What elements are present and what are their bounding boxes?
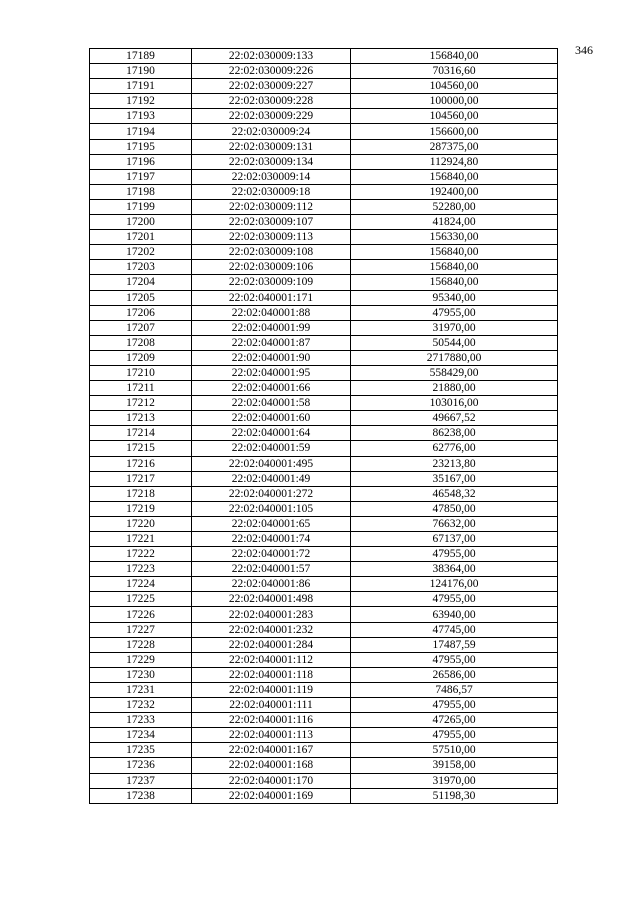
table-row [90,713,558,728]
row-number-cell: 17214 [90,426,192,441]
value-cell: 287375,00 [351,139,558,154]
table-row [90,547,558,562]
cadastral-number-cell: 22:02:030009:131 [192,139,351,154]
cadastral-number-cell: 22:02:030009:109 [192,275,351,290]
row-number-cell: 17207 [90,320,192,335]
row-number-cell: 17220 [90,516,192,531]
value-cell: 156840,00 [351,49,558,64]
table-row [90,441,558,456]
row-number-cell: 17195 [90,139,192,154]
value-cell: 156840,00 [351,275,558,290]
table-row [90,577,558,592]
value-cell: 70316,60 [351,64,558,79]
cadastral-number-cell: 22:02:040001:169 [192,788,351,803]
value-cell: 47955,00 [351,698,558,713]
row-number-cell: 17199 [90,199,192,214]
value-cell: 47955,00 [351,592,558,607]
value-cell: 23213,80 [351,456,558,471]
value-cell: 67137,00 [351,532,558,547]
table-row [90,365,558,380]
cadastral-number-cell: 22:02:040001:498 [192,592,351,607]
row-number-cell: 17204 [90,275,192,290]
row-number-cell: 17189 [90,49,192,64]
table-row [90,637,558,652]
value-cell: 47955,00 [351,652,558,667]
value-cell: 41824,00 [351,215,558,230]
table-row [90,622,558,637]
value-cell: 47850,00 [351,501,558,516]
table-row [90,275,558,290]
table-row [90,592,558,607]
table-row [90,381,558,396]
value-cell: 47745,00 [351,622,558,637]
table-row [90,486,558,501]
row-number-cell: 17236 [90,758,192,773]
page-number: 346 [575,43,593,57]
row-number-cell: 17203 [90,260,192,275]
row-number-cell: 17228 [90,637,192,652]
row-number-cell: 17192 [90,94,192,109]
cadastral-number-cell: 22:02:040001:170 [192,773,351,788]
value-cell: 49667,52 [351,411,558,426]
cadastral-number-cell: 22:02:040001:283 [192,607,351,622]
cadastral-number-cell: 22:02:040001:105 [192,501,351,516]
cadastral-number-cell: 22:02:040001:119 [192,682,351,697]
table-row [90,396,558,411]
row-number-cell: 17223 [90,562,192,577]
cadastral-number-cell: 22:02:040001:95 [192,365,351,380]
row-number-cell: 17225 [90,592,192,607]
table-row [90,320,558,335]
row-number-cell: 17201 [90,230,192,245]
value-cell: 112924,80 [351,154,558,169]
table-row [90,501,558,516]
cadastral-number-cell: 22:02:030009:18 [192,184,351,199]
cadastral-number-cell: 22:02:030009:133 [192,49,351,64]
cadastral-number-cell: 22:02:040001:86 [192,577,351,592]
row-number-cell: 17230 [90,667,192,682]
value-cell: 124176,00 [351,577,558,592]
value-cell: 76632,00 [351,516,558,531]
row-number-cell: 17210 [90,365,192,380]
row-number-cell: 17191 [90,79,192,94]
table-row [90,350,558,365]
value-cell: 63940,00 [351,607,558,622]
row-number-cell: 17224 [90,577,192,592]
cadastral-number-cell: 22:02:030009:228 [192,94,351,109]
row-number-cell: 17235 [90,743,192,758]
cadastral-number-cell: 22:02:040001:167 [192,743,351,758]
value-cell: 100000,00 [351,94,558,109]
value-cell: 31970,00 [351,320,558,335]
table-row [90,169,558,184]
table-row [90,667,558,682]
cadastral-number-cell: 22:02:040001:88 [192,305,351,320]
value-cell: 21880,00 [351,381,558,396]
row-number-cell: 17227 [90,622,192,637]
value-cell: 47955,00 [351,305,558,320]
table-row [90,773,558,788]
table-row [90,335,558,350]
value-cell: 51198,30 [351,788,558,803]
table-row [90,305,558,320]
cadastral-number-cell: 22:02:040001:116 [192,713,351,728]
value-cell: 17487,59 [351,637,558,652]
table-row [90,109,558,124]
row-number-cell: 17194 [90,124,192,139]
cadastral-number-cell: 22:02:040001:66 [192,381,351,396]
row-number-cell: 17198 [90,184,192,199]
table-row [90,411,558,426]
table-row [90,215,558,230]
table-row [90,471,558,486]
value-cell: 103016,00 [351,396,558,411]
value-cell: 26586,00 [351,667,558,682]
cadastral-number-cell: 22:02:040001:112 [192,652,351,667]
cadastral-number-cell: 22:02:040001:118 [192,667,351,682]
value-cell: 38364,00 [351,562,558,577]
table-row [90,532,558,547]
row-number-cell: 17229 [90,652,192,667]
value-cell: 62776,00 [351,441,558,456]
value-cell: 52280,00 [351,199,558,214]
row-number-cell: 17211 [90,381,192,396]
row-number-cell: 17218 [90,486,192,501]
row-number-cell: 17217 [90,471,192,486]
cadastral-number-cell: 22:02:040001:59 [192,441,351,456]
value-cell: 57510,00 [351,743,558,758]
row-number-cell: 17232 [90,698,192,713]
row-number-cell: 17233 [90,713,192,728]
value-cell: 47955,00 [351,728,558,743]
value-cell: 558429,00 [351,365,558,380]
value-cell: 47955,00 [351,547,558,562]
row-number-cell: 17221 [90,532,192,547]
table-row [90,682,558,697]
value-cell: 50544,00 [351,335,558,350]
table-row [90,79,558,94]
value-cell: 156840,00 [351,260,558,275]
table-row [90,758,558,773]
cadastral-number-cell: 22:02:030009:113 [192,230,351,245]
cadastral-number-cell: 22:02:040001:58 [192,396,351,411]
row-number-cell: 17205 [90,290,192,305]
row-number-cell: 17190 [90,64,192,79]
value-cell: 7486,57 [351,682,558,697]
row-number-cell: 17213 [90,411,192,426]
table-row [90,260,558,275]
table-row [90,230,558,245]
table-row [90,94,558,109]
table-row [90,516,558,531]
cadastral-number-cell: 22:02:040001:57 [192,562,351,577]
table-row [90,607,558,622]
table-row [90,562,558,577]
value-cell: 156330,00 [351,230,558,245]
cadastral-number-cell: 22:02:040001:99 [192,320,351,335]
table-row [90,49,558,64]
cadastral-number-cell: 22:02:030009:107 [192,215,351,230]
value-cell: 104560,00 [351,79,558,94]
table-row [90,139,558,154]
table-row [90,728,558,743]
row-number-cell: 17231 [90,682,192,697]
cadastral-number-cell: 22:02:040001:72 [192,547,351,562]
cadastral-number-cell: 22:02:040001:171 [192,290,351,305]
cadastral-number-cell: 22:02:040001:90 [192,350,351,365]
value-cell: 35167,00 [351,471,558,486]
cadastral-number-cell: 22:02:040001:87 [192,335,351,350]
table-row [90,124,558,139]
cadastral-number-cell: 22:02:030009:134 [192,154,351,169]
cadastral-number-cell: 22:02:040001:284 [192,637,351,652]
row-number-cell: 17209 [90,350,192,365]
row-number-cell: 17237 [90,773,192,788]
cadastral-number-cell: 22:02:040001:495 [192,456,351,471]
value-cell: 46548,32 [351,486,558,501]
registry-table-body [90,49,558,804]
table-row [90,426,558,441]
cadastral-number-cell: 22:02:040001:65 [192,516,351,531]
cadastral-number-cell: 22:02:040001:232 [192,622,351,637]
value-cell: 104560,00 [351,109,558,124]
table-row [90,290,558,305]
cadastral-number-cell: 22:02:040001:74 [192,532,351,547]
value-cell: 192400,00 [351,184,558,199]
value-cell: 156840,00 [351,169,558,184]
value-cell: 156840,00 [351,245,558,260]
row-number-cell: 17219 [90,501,192,516]
row-number-cell: 17208 [90,335,192,350]
table-row [90,184,558,199]
cadastral-number-cell: 22:02:040001:49 [192,471,351,486]
table-row [90,456,558,471]
table-row [90,245,558,260]
cadastral-number-cell: 22:02:040001:60 [192,411,351,426]
row-number-cell: 17215 [90,441,192,456]
table-row [90,64,558,79]
value-cell: 86238,00 [351,426,558,441]
table-row [90,154,558,169]
cadastral-number-cell: 22:02:040001:113 [192,728,351,743]
cadastral-number-cell: 22:02:030009:24 [192,124,351,139]
table-row [90,652,558,667]
cadastral-number-cell: 22:02:030009:226 [192,64,351,79]
value-cell: 156600,00 [351,124,558,139]
table-row [90,199,558,214]
row-number-cell: 17200 [90,215,192,230]
cadastral-number-cell: 22:02:030009:229 [192,109,351,124]
table-row [90,698,558,713]
table-row [90,788,558,803]
cadastral-number-cell: 22:02:030009:106 [192,260,351,275]
row-number-cell: 17226 [90,607,192,622]
cadastral-number-cell: 22:02:030009:227 [192,79,351,94]
row-number-cell: 17196 [90,154,192,169]
row-number-cell: 17238 [90,788,192,803]
value-cell: 2717880,00 [351,350,558,365]
cadastral-number-cell: 22:02:030009:112 [192,199,351,214]
row-number-cell: 17202 [90,245,192,260]
registry-table [89,48,558,804]
cadastral-number-cell: 22:02:030009:14 [192,169,351,184]
row-number-cell: 17212 [90,396,192,411]
cadastral-number-cell: 22:02:030009:108 [192,245,351,260]
value-cell: 47265,00 [351,713,558,728]
row-number-cell: 17222 [90,547,192,562]
cadastral-number-cell: 22:02:040001:111 [192,698,351,713]
cadastral-number-cell: 22:02:040001:168 [192,758,351,773]
row-number-cell: 17206 [90,305,192,320]
value-cell: 95340,00 [351,290,558,305]
value-cell: 39158,00 [351,758,558,773]
cadastral-number-cell: 22:02:040001:64 [192,426,351,441]
value-cell: 31970,00 [351,773,558,788]
table-row [90,743,558,758]
row-number-cell: 17234 [90,728,192,743]
row-number-cell: 17197 [90,169,192,184]
cadastral-number-cell: 22:02:040001:272 [192,486,351,501]
row-number-cell: 17193 [90,109,192,124]
row-number-cell: 17216 [90,456,192,471]
